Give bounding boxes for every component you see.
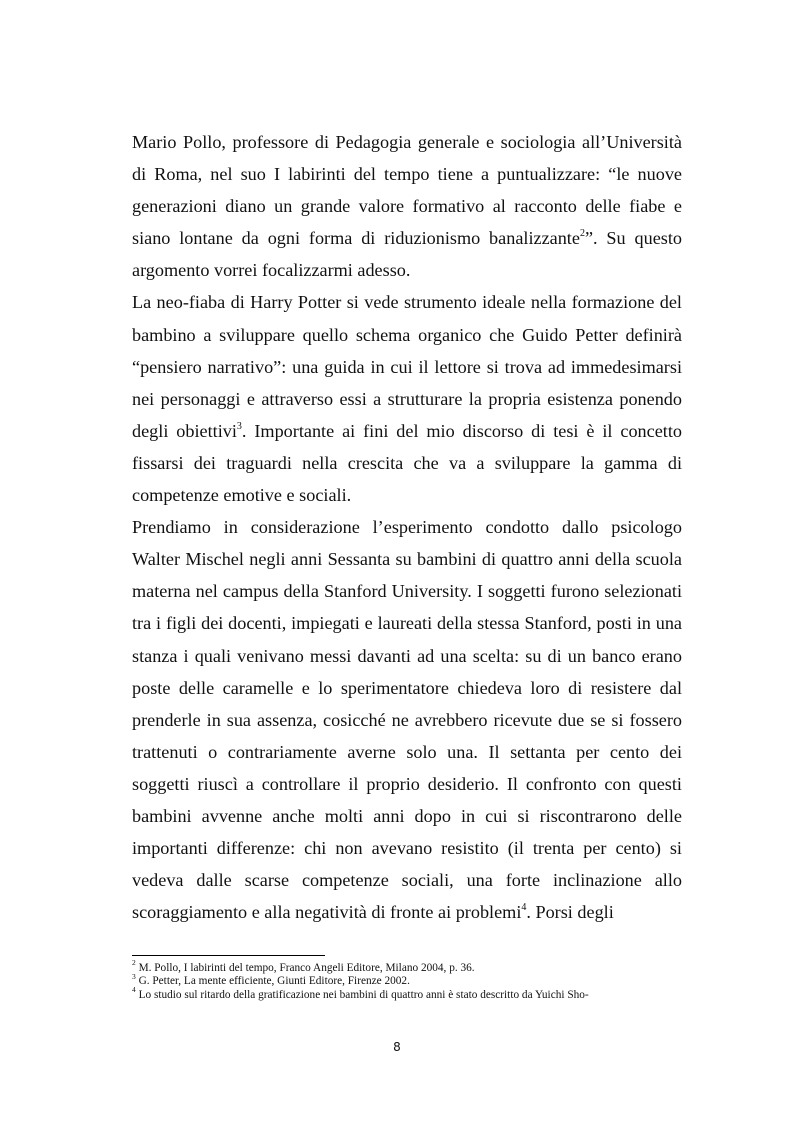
footnote-ref[interactable]: 3 bbox=[236, 420, 242, 432]
paragraph-text: La neo-fiaba di Harry Potter si vede strumento ideale nella formazione del bambino a sviluppare quello schema organico che Guido Petter definirà “pensiero narrativo”: una guida in cui il lettore si trova ad immedesimarsi nei personaggi e attraverso essi a strutturare la propria esistenza ponendo degli obiettivi bbox=[132, 292, 682, 441]
footnote-text: Lo studio sul ritardo della gratificazione nei bambini di quattro anni è stato descritto da Yuichi Sho- bbox=[135, 988, 589, 1001]
paragraph bbox=[132, 126, 682, 286]
footnote bbox=[132, 958, 687, 975]
footnotes bbox=[132, 958, 687, 1002]
footnote-ref[interactable]: 2 bbox=[579, 228, 585, 240]
footnote-number: 3 bbox=[132, 971, 136, 981]
body-text bbox=[132, 126, 682, 928]
footnote-separator bbox=[132, 955, 325, 956]
footnote-number: 2 bbox=[132, 958, 136, 968]
footnote-text: M. Pollo, I labirinti del tempo, Franco Angeli Editore, Milano 2004, p. 36. bbox=[135, 962, 475, 974]
footnote-ref[interactable]: 4 bbox=[521, 902, 527, 914]
page-number: 8 bbox=[393, 1040, 401, 1054]
paragraph bbox=[132, 286, 682, 511]
paragraph bbox=[132, 511, 682, 928]
paragraph-text-continued: ”. Su questo argomento vorrei focalizzarmi adesso. bbox=[132, 228, 682, 281]
footnote-text: G. Petter, La mente efficiente, Giunti Editore, Firenze 2002. bbox=[135, 975, 410, 988]
footnote-number: 4 bbox=[132, 984, 136, 994]
paragraph-text-continued: . Importante ai fini del mio discorso di tesi è il concetto fissarsi dei traguardi nella crescita che va a sviluppare la gamma di competenze emotive e sociali. bbox=[132, 420, 682, 506]
paragraph-text-continued: . Porsi degli bbox=[526, 902, 614, 923]
paragraph-text: Mario Pollo, professore di Pedagogia generale e sociologia all’Università di Roma, nel suo I labirinti del tempo tiene a puntualizzare: “le nuove generazioni diano un grande valore formativo al racconto delle fiabe e siano lontane da ogni forma di riduzionismo banalizzante bbox=[132, 132, 682, 249]
paragraph-text: Prendiamo in considerazione l’esperimento condotto dallo psicologo Walter Mischel negli anni Sessanta su bambini di quattro anni della scuola materna nel campus della Stanford University. I soggetti furono selezionati tra i figli dei docenti, impiegati e laureati della stessa Stanford, posti in una stanza i quali venivano messi davanti ad una scelta: su di un banco erano poste delle caramelle e lo sperimentatore chiedeva loro di resistere dal prenderle in sua assenza, cosicché ne avrebbero ricevute due se si fossero trattenuti o contrariamente averne solo una. Il settanta per cento dei soggetti riuscì a controllare il proprio desiderio. Il confronto con questi bambini avvenne anche molti anni dopo in cui si riscontrarono delle importanti differenze: chi non avevano resistito (il trenta per cento) si vedeva dalle scarse competenze sociali, una forte inclinazione allo scoraggiamento e alla negatività di fronte ai problemi bbox=[132, 517, 682, 923]
footnote bbox=[132, 971, 687, 988]
footnote bbox=[132, 984, 687, 1002]
